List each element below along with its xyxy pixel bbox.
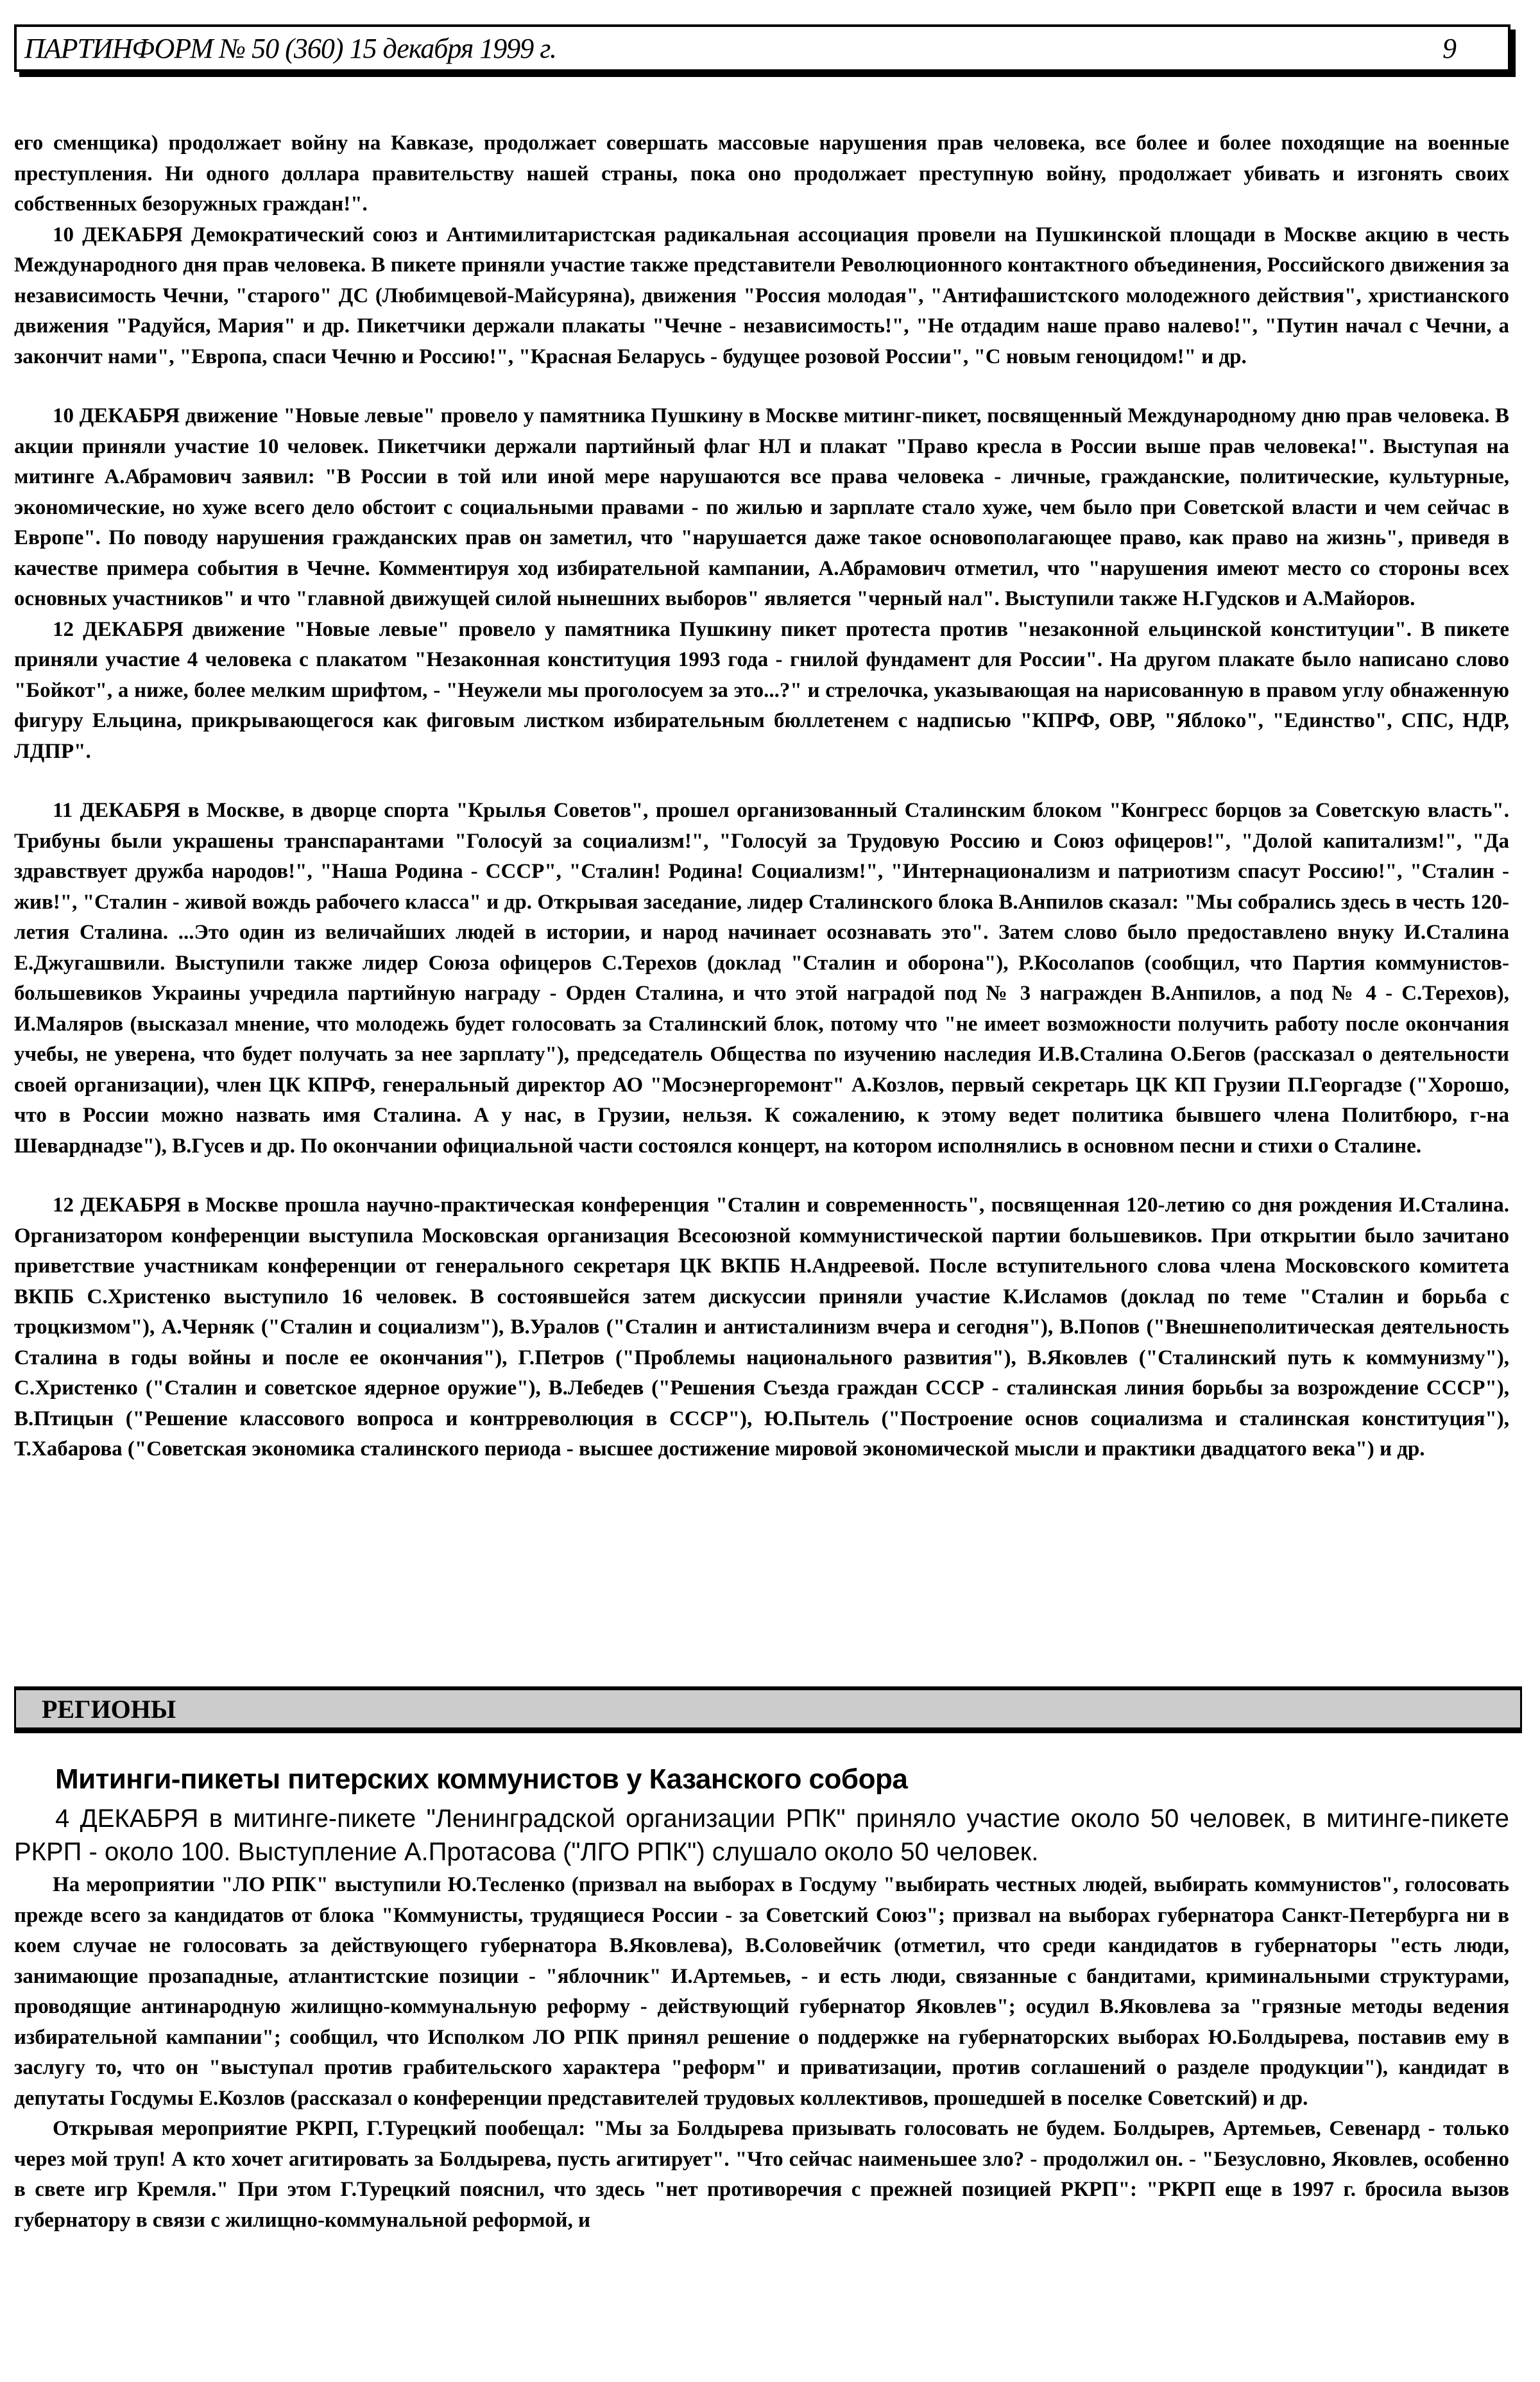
region-article-headline: Митинги-пикеты питерских коммунистов у Казанского собора [55,1763,908,1795]
lead-paragraph: 4 ДЕКАБРЯ в митинге-пикете "Ленинградской организации РПК" приняло участие около 50 человек, в митинге-пикете РКРП - около 100. Выступление А.Протасова ("ЛГО РПК") слушало около 50 человек. [14,1804,1509,1866]
region-article-body [14,1870,1509,2236]
page-number: 9 [1442,33,1457,64]
section-title: РЕГИОНЫ [42,1695,176,1724]
article-continuation: его сменщика) продолжает войну на Кавказе, продолжает совершать массовые нарушения прав человека, все более и более походящие на военные преступления. Ни одного доллара правительству нашей страны, пока оно продолжает преступную войну, продолжает убивать и изгонять своих собственных безоружных граждан!". [14,132,1509,216]
article-dec12-conference: 12 ДЕКАБРЯ в Москве прошла научно-практическая конференция "Сталин и современность", посвященная 120-летию со дня рождения И.Сталина. Организатором конференции выступила Московская организация Всесоюзной коммунистической партии большевиков. При открытии было зачитано приветствие участникам конференции от генерального секретаря ЦК ВКПБ Н.Андреевой. После вступительного слова члена Московского комитета ВКПБ С.Христенко выступило 16 человек. В состоявшейся затем дискуссии приняли участие К.Исламов (доклад по теме "Сталин и борьба с троцкизмом"), А.Черняк ("Сталин и социализм"), В.Уралов ("Сталин и антисталинизм вчера и сегодня"), В.Попов ("Внешнеполитическая деятельность Сталина в годы войны и после ее окончания"), Г.Петров ("Проблемы национального развития"), В.Яковлев ("Сталинский путь к коммунизму"), С.Христенко ("Сталин и советское ядерное оружие"), В.Лебедев ("Решения Съезда граждан СССР - сталинская линия борьбы за возрождение СССР"), В.Птицын ("Решение классового вопроса и контрреволюция в СССР"), Ю.Пытель ("Построение основ социализма и сталинская конституция"), Т.Хабарова ("Советская экономика сталинского периода - высшее достижение мировой экономической мысли и практики двадцатого века") и др. [14,1194,1509,1461]
article-dec11-congress: 11 ДЕКАБРЯ в Москве, в дворце спорта "Крылья Советов", прошел организованный Сталинским блоком "Конгресс борцов за Советскую власть". Трибуны были украшены транспарантами "Голосуй за социализм!", "Голосуй за Трудовую Россию и Союз офицеров!", "Долой капитализм!", "Да здравствует дружба народов!", "Наша Родина - СССР", "Сталин! Родина! Социализм!", "Интернационализм и патриотизм спасут Россию!", "Сталин - жив!", "Сталин - живой вождь рабочего класса" и др. Открывая заседание, лидер Сталинского блока В.Анпилов сказал: "Мы собрались здесь в честь 120-летия Сталина. ...Это один из величайших людей в истории, и народ начинает осознавать это". Затем слово было предоставлено внуку И.Сталина Е.Джугашвили. Выступили также лидер Союза офицеров С.Терехов (доклад "Сталин и оборона"), Р.Косолапов (сообщил, что Партия коммунистов-большевиков Украины учредила партийную награду - Орден Сталина, и что этой наградой под № 3 награжден В.Анпилов, а под № 4 - С.Терехов), И.Маляров (высказал мнение, что молодежь будет голосовать за Сталинский блок, потому что "не имеет возможности получить работу после окончания учебы, не уверена, что будет получать за нее зарплату"), председатель Общества по изучению наследия И.В.Сталина О.Бегов (рассказал о деятельности своей организации), член ЦК КПРФ, генеральный директор АО "Мосэнергоремонт" А.Козлов, первый секретарь ЦК КП Грузии П.Георгадзе ("Хорошо, что в России можно назвать имя Сталина. А у нас, в Грузии, нельзя. К сожалению, к этому ведет политика бывшего члена Политбюро, г-на Шеварднадзе"), В.Гусев и др. По окончании официальной части состоялся концерт, на котором исполнялись в основном песни и стихи о Сталине. [14,799,1509,1158]
region-article-lead [14,1802,1509,1869]
region-paragraph: На мероприятии "ЛО РПК" выступили Ю.Тесленко (призвал на выборах в Госдуму "выбирать честных людей, выбирать коммунистов", голосовать прежде всего за кандидатов от блока "Коммунисты, трудящиеся России - за Советский Союз"; призвал на выборах губернатора Санкт-Петербурга ни в коем случае не голосовать за действующего губернатора В.Яковлева), В.Соловейчик (отметил, что среди кандидатов в губернаторы "есть люди, занимающие прозападные, атлантистские позиции - "яблочник" И.Артемьев, - и есть люди, связанные с бандитами, криминальными структурами, проводящие антинародную жилищно-коммунальную реформу - действующий губернатор Яковлев"; осудил В.Яковлева за "грязные методы ведения избирательной кампании"; сообщил, что Исполком ЛО РПК принял решение о поддержке на губернаторских выборах Ю.Болдырева, поставив ему в заслугу то, что он "выступал против грабительского характера "реформ" и приватизации, против соглашений о разделе продукции"), кандидат в депутаты Госдумы Е.Козлов (рассказал о конференции представителей трудовых коллективов, прошедшей в поселке Советский) и др. [14,1873,1509,2110]
article-dec10-nl: 10 ДЕКАБРЯ движение "Новые левые" провело у памятника Пушкину в Москве митинг-пикет, посвященный Международному дню прав человека. В акции приняли участие 10 человек. Пикетчики держали партийный флаг НЛ и плакат "Право кресла в России выше прав человека!". Выступая на митинге А.Абрамович заявил: "В России в той или иной мере нарушаются все права человека - личные, гражданские, политические, культурные, экономические, но хуже всего дело обстоит с социальными правами - по жилью и зарплате стало хуже, чем было при Советской власти и чем сейчас в Европе". По поводу нарушения гражданских прав он заметил, что "нарушается даже такое основополагающее право, как право на жизнь", приведя в качестве примера события в Чечне. Комментируя ход избирательной кампании, А.Абрамович отметил, что "нарушения имеют место со стороны всех основных участников" и что "главной движущей силой нынешних выборов" является "черный нал". Выступили также Н.Гудсков и А.Майоров. [14,404,1509,610]
publication-title: ПАРТИНФОРМ № 50 (360) 15 декабря 1999 г. [24,33,556,64]
page-header [14,24,1510,72]
region-paragraph: Открывая мероприятие РКРП, Г.Турецкий пообещал: "Мы за Болдырева призывать голосовать не будем. Болдырев, Артемьев, Севенард - только через мой труп! А кто хочет агитировать за Болдырева, пусть агитирует". "Что сейчас наименьшее зло? - продолжил он. - "Безусловно, Яковлев, особенно в свете игр Кремля." При этом Г.Турецкий пояснил, что здесь "нет противоречия с прежней позицией РКРП": "РКРП еще в 1997 г. бросила вызов губернатору в связи с жилищно-коммунальной реформой, и [14,2117,1509,2232]
article-dec10-ds: 10 ДЕКАБРЯ Демократический союз и Антимилитаристская радикальная ассоциация провели на Пушкинской площади в Москве акцию в честь Международного дня прав человека. В пикете приняли участие также представители Революционного контактного объединения, Российского движения за независимость Чечни, "старого" ДС (Любимцевой-Майсуряна), движения "Россия молодая", "Антифашистского молодежного действия", христианского движения "Радуйся, Мария" и др. Пикетчики держали плакаты "Чечне - независимость!", "Не отдадим наше право налево!", "Путин начал с Чечни, а закончит нами", "Европа, спаси Чечню и Россию!", "Красная Беларусь - будущее розовой России", "С новым геноцидом!" и др. [14,223,1509,368]
article-dec12-nl: 12 ДЕКАБРЯ движение "Новые левые" провело у памятника Пушкину пикет протеста против "незаконной ельцинской конституции". В пикете приняли участие 4 человека с плакатом "Незаконная конституция 1993 года - гнилой фундамент для России". На другом плакате было написано слово "Бойкот", а ниже, более мелким шрифтом, - "Неужели мы проголосуем за это...?" и стрелочка, указывающая на нарисованную в правом углу обнаженную фигуру Ельцина, прикрывающегося как фиговым листком избирательным бюллетенем с надписью "КПРФ, ОВР, "Яблоко", "Единство", СПС, НДР, ЛДПР". [14,617,1509,763]
section-header-regions [14,1686,1522,1733]
main-column [14,128,1509,1465]
